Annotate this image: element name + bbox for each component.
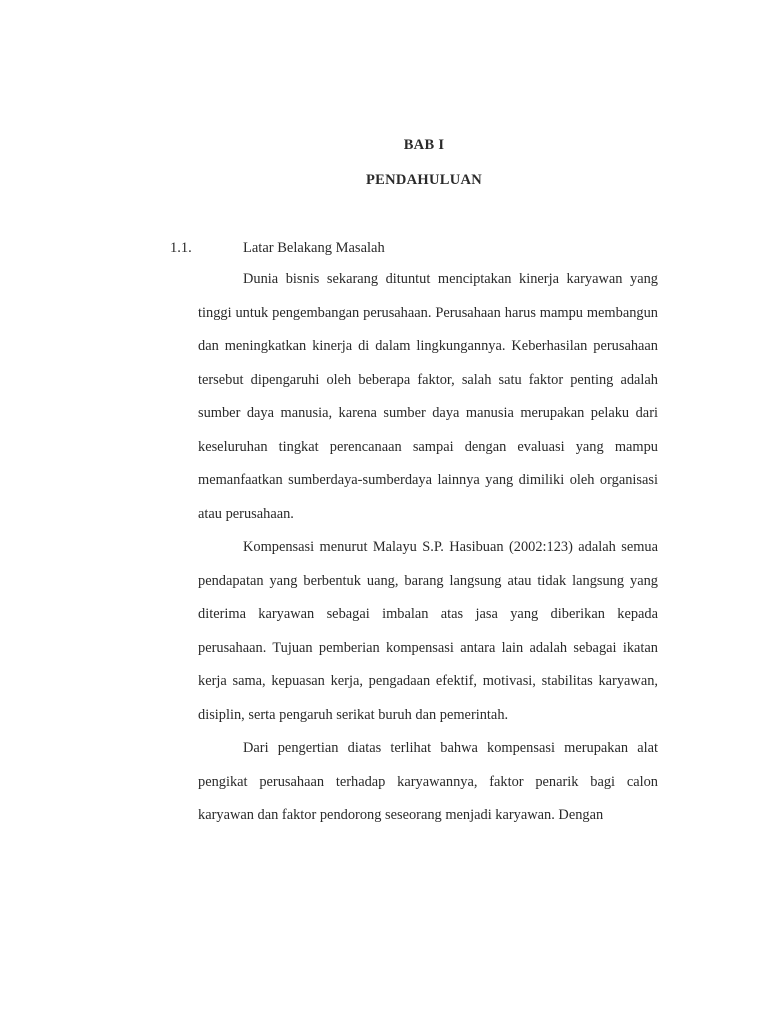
section-number: 1.1. [170,240,192,256]
chapter-number: BAB I [403,137,445,153]
paragraph-3: Dari pengertian diatas terlihat bahwa kompensasi merupakan alat pengikat perusahaan terhadap karyawannya, faktor penarik bagi calon karyawan dan faktor pendorong seseorang menjadi karyawan. Dengan [198,740,658,823]
body-text [198,263,658,833]
section-title: Latar Belakang Masalah [243,240,385,256]
paragraph-1: Dunia bisnis sekarang dituntut menciptakan kinerja karyawan yang tinggi untuk pengembangan perusahaan. Perusahaan harus mampu membangun dan meningkatkan kinerja di dalam lingkungannya. Keberhasilan perusahaan tersebut dipengaruhi oleh beberapa faktor, salah satu faktor penting adalah sumber daya manusia, karena sumber daya manusia merupakan pelaku dari keseluruhan tingkat perencanaan sampai dengan evaluasi yang mampu memanfaatkan sumberdaya-sumberdaya lainnya yang dimiliki oleh organisasi atau perusahaan. [198,271,658,522]
paragraph-2: Kompensasi menurut Malayu S.P. Hasibuan (2002:123) adalah semua pendapatan yang berbentuk uang, barang langsung atau tidak langsung yang diterima karyawan sebagai imbalan atas jasa yang diberikan kepada perusahaan. Tujuan pemberian kompensasi antara lain adalah sebagai ikatan kerja sama, kepuasan kerja, pengadaan efektif, motivasi, stabilitas karyawan, disiplin, serta pengaruh serikat buruh dan pemerintah. [198,539,658,723]
chapter-title: PENDAHULUAN [365,172,483,188]
